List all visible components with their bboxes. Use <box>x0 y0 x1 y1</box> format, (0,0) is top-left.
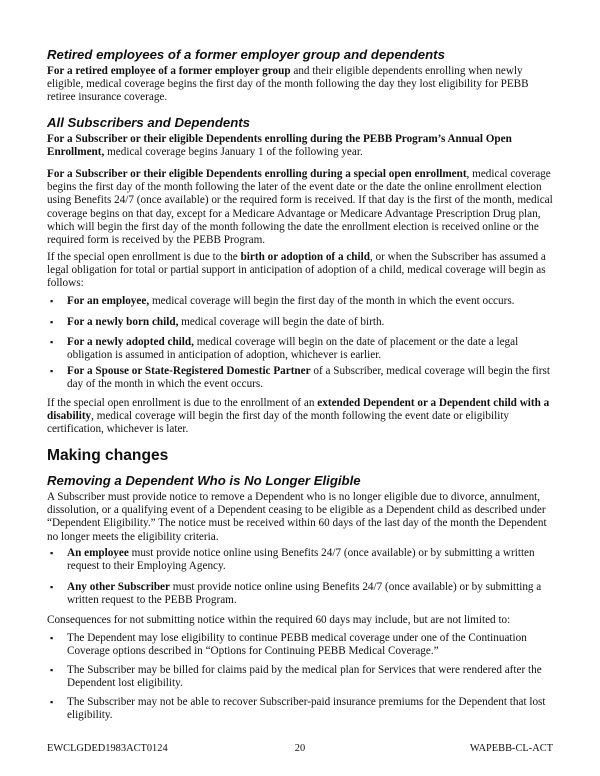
bullet-icon: ▪ <box>50 317 54 327</box>
footer-plan-code: WAPEBB-CL-ACT <box>469 743 553 754</box>
bullet-icon: ▪ <box>50 582 54 592</box>
paragraph-annual-open-enrollment: For a Subscriber or their eligible Dependents enrolling during the PEBB Program’s Annual Open Enrollment, medical coverage begins January 1 of the following year. <box>47 133 512 159</box>
bullet-icon: ▪ <box>50 366 54 376</box>
heading-making-changes: Making changes <box>47 447 169 464</box>
bullet-icon: ▪ <box>50 665 54 675</box>
heading-removing-dependent: Removing a Dependent Who is No Longer Eligible <box>47 473 361 488</box>
paragraph-extended-dependent: If the special open enrollment is due to the enrollment of an extended Dependent or a Dependent child with a disability, medical coverage will begin the first day of the month following the event date or eligibility certification, whichever is later. <box>47 397 550 436</box>
footer-page-number: 20 <box>294 743 306 754</box>
bullet-icon: ▪ <box>50 633 54 643</box>
paragraph-special-open-enrollment: For a Subscriber or their eligible Dependents enrolling during a special open enrollment, medical coverage begins the first day of the month following the later of the event date or the date the online enrollment election using Benefits 24/7 (once available) or the required form is received. If that day is the first of the month, medical coverage begins on that day, except for a Medicare Advantage or Medicare Advantage Prescription Drug plan, which will begin the first day of the month following the date the enrollment election is received online or the required form is received by the PEBB Program. <box>47 168 553 247</box>
heading-retired-employees: Retired employees of a former employer group and dependents <box>47 47 445 62</box>
paragraph-removing-dependent: A Subscriber must provide notice to remove a Dependent who is no longer eligible due to divorce, annulment, dissolution, or a qualifying event of a Dependent ceasing to be eligible as a Dependent child as described under “Dependent Eligibility.” The notice must be received within 60 days of the last day of the month the Dependent no longer meets the eligibility criteria. <box>47 491 547 543</box>
bullet-icon: ▪ <box>50 337 54 347</box>
paragraph-consequences: Consequences for not submitting notice within the required 60 days may include, but are not limited to: <box>47 614 511 626</box>
bullet-icon: ▪ <box>50 548 54 558</box>
heading-all-subscribers: All Subscribers and Dependents <box>47 115 250 130</box>
bullet-icon: ▪ <box>50 697 54 707</box>
paragraph-retired: For a retired employee of a former employer group and their eligible dependents enrolling when newly eligible, medical coverage begins the first day of the month following the day they lost eligibility for PEBB retiree insurance coverage. <box>47 65 529 104</box>
bullet-icon: ▪ <box>50 296 54 306</box>
paragraph-birth-adoption: If the special open enrollment is due to the birth or adoption of a child, or when the Subscriber has assumed a legal obligation for total or partial support in anticipation of adoption of a child, medical coverage will begin as follows: <box>47 251 546 290</box>
footer-document-code: EWCLGDED1983ACT0124 <box>47 743 168 754</box>
